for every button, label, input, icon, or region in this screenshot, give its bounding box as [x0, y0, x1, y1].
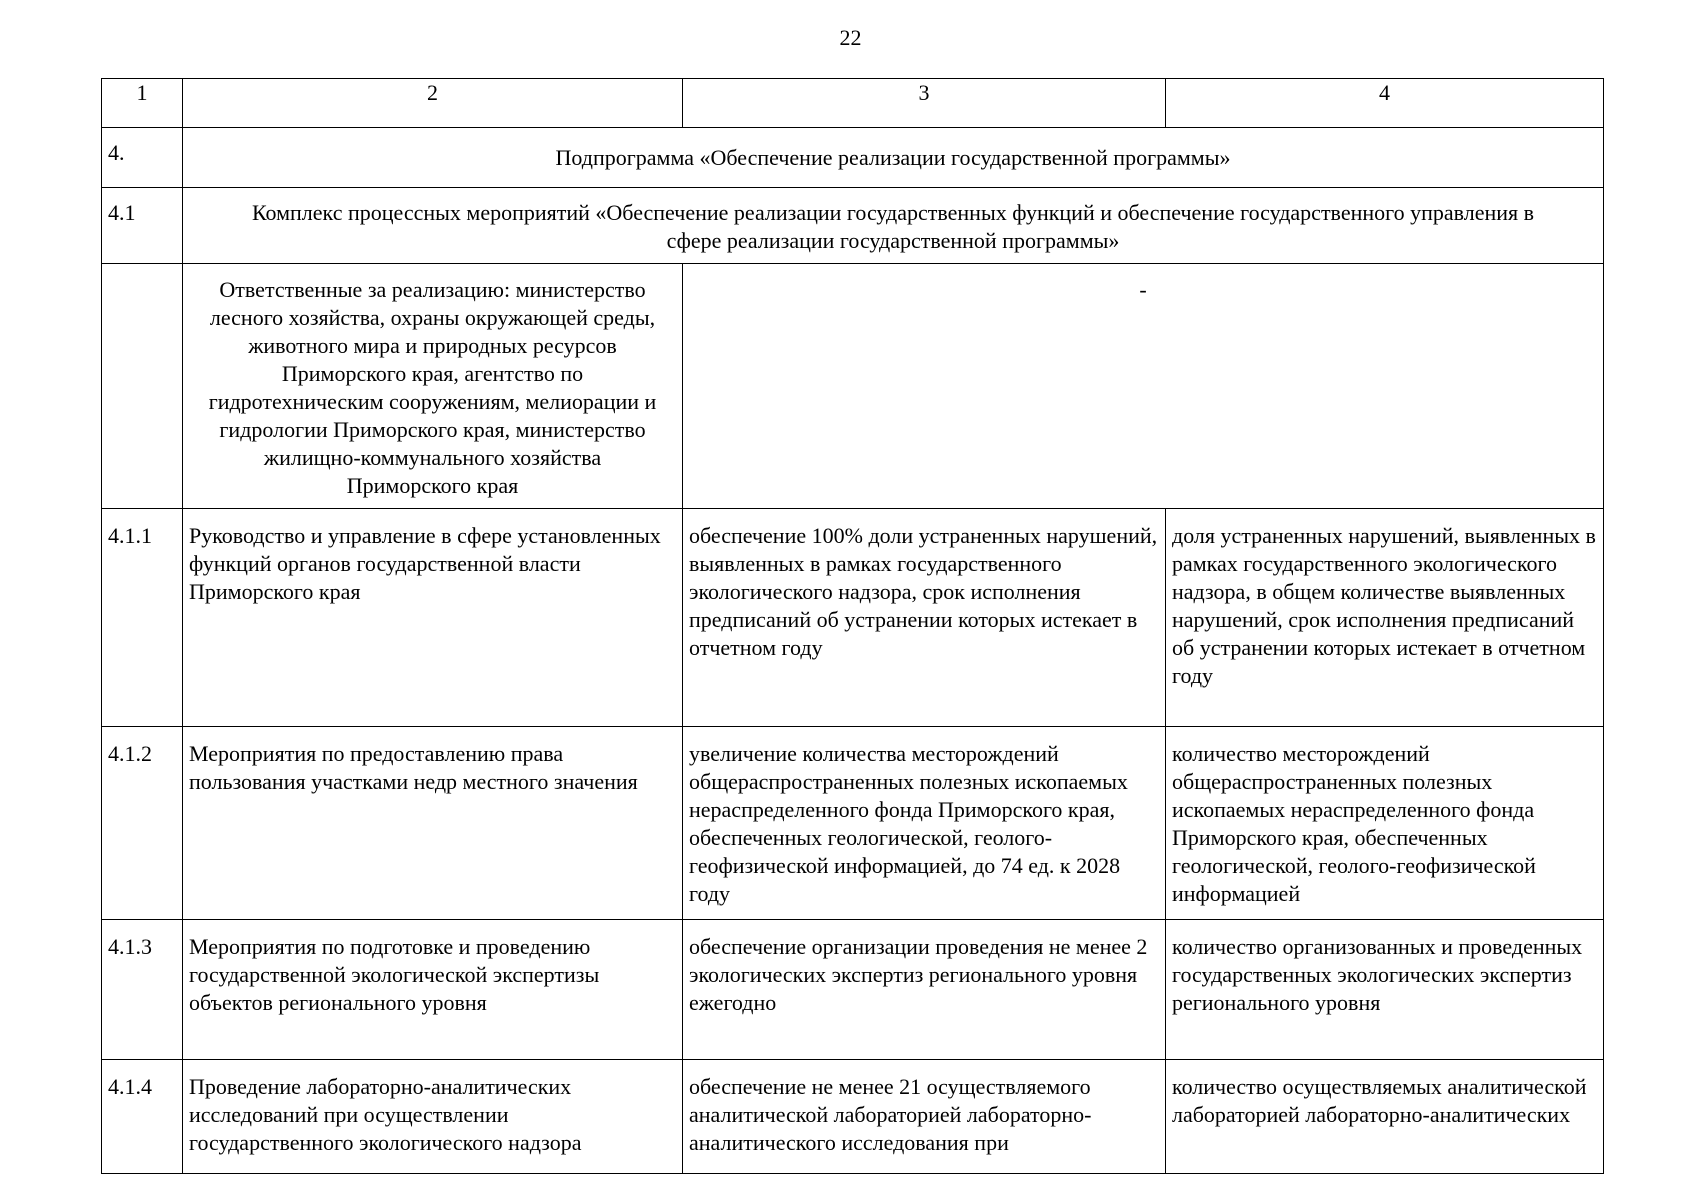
header-col-2: 2 [183, 79, 683, 128]
row-indicator: доля устраненных нарушений, выявленных в рамках государственного экологического надзора, в общем количестве выявленных нарушений, срок исполнения предписаний об устранении которых истекает в отчетном году [1166, 509, 1604, 727]
row-number: 4.1.1 [102, 509, 183, 727]
row-result: обеспечение 100% доли устраненных нарушений, выявленных в рамках государственного экологического надзора, срок исполнения предписаний об устранении которых истекает в отчетном году [683, 509, 1166, 727]
row-result: обеспечение не менее 21 осуществляемого аналитической лабораторией лабораторно-аналитического исследования при [683, 1060, 1166, 1174]
section-number: 4. [102, 128, 183, 188]
row-task: Руководство и управление в сфере установленных функций органов государственной власти Приморского края [183, 509, 683, 727]
section-row [102, 128, 1604, 188]
row-number: 4.1.3 [102, 920, 183, 1060]
responsible-row [102, 264, 1604, 509]
page-number: 22 [839, 25, 862, 50]
responsible-number-cell [102, 264, 183, 509]
program-table [101, 78, 1604, 1174]
header-row [102, 79, 1604, 128]
row-task: Проведение лабораторно-аналитических исследований при осуществлении государственного экологического надзора [183, 1060, 683, 1174]
row-task: Мероприятия по предоставлению права пользования участками недр местного значения [183, 727, 683, 920]
row-number: 4.1.2 [102, 727, 183, 920]
row-task: Мероприятия по подготовке и проведению государственной экологической экспертизы объектов регионального уровня [183, 920, 683, 1060]
subsection-row [102, 188, 1604, 264]
subsection-number: 4.1 [102, 188, 183, 264]
row-result: увеличение количества месторождений общераспространенных полезных ископаемых нераспределенного фонда Приморского края, обеспеченных геологической, геолого-геофизической информацией, до 74 ед. к 2028 году [683, 727, 1166, 920]
table-row [102, 1060, 1604, 1174]
header-col-1: 1 [102, 79, 183, 128]
table-row [102, 509, 1604, 727]
row-indicator: количество месторождений общераспространенных полезных ископаемых нераспределенного фонда Приморского края, обеспеченных геологической, геолого-геофизической информацией [1166, 727, 1604, 920]
row-number: 4.1.4 [102, 1060, 183, 1174]
section-title: Подпрограмма «Обеспечение реализации государственной программы» [183, 128, 1604, 188]
responsible-text: Ответственные за реализацию: министерство лесного хозяйства, охраны окружающей среды, животного мира и природных ресурсов Приморского края, агентство по гидротехническим сооружениям, мелиорации и гидрологии Приморского края, министерство жилищно-коммунального хозяйства Приморского края [183, 264, 683, 509]
table-row [102, 727, 1604, 920]
subsection-title: Комплекс процессных мероприятий «Обеспечение реализации государственных функций и обеспечение государственного управления в сфере реализации государственной программы» [183, 188, 1604, 264]
responsible-dash: - [683, 264, 1604, 509]
table-row [102, 920, 1604, 1060]
row-result: обеспечение организации проведения не менее 2 экологических экспертиз регионального уровня ежегодно [683, 920, 1166, 1060]
header-col-3: 3 [683, 79, 1166, 128]
row-indicator: количество осуществляемых аналитической лабораторией лабораторно-аналитических [1166, 1060, 1604, 1174]
row-indicator: количество организованных и проведенных государственных экологических экспертиз регионального уровня [1166, 920, 1604, 1060]
header-col-4: 4 [1166, 79, 1604, 128]
